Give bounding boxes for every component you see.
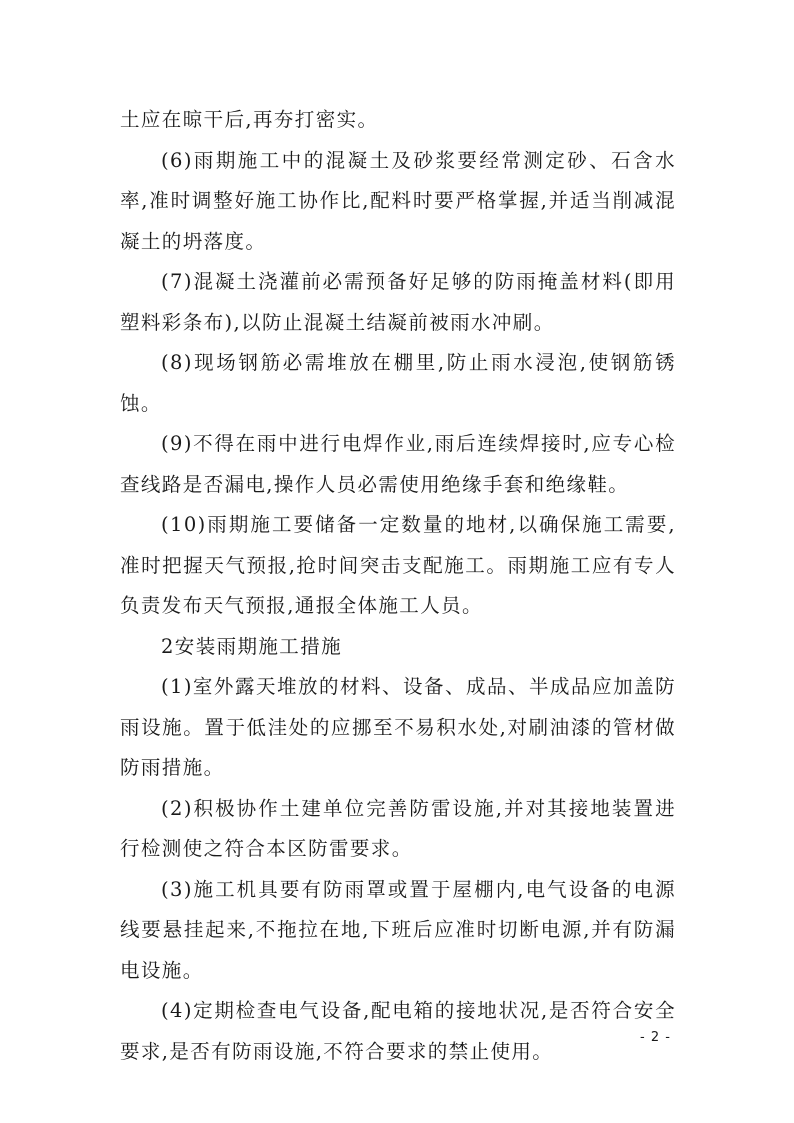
paragraph-item-9: (9)不得在雨中进行电焊作业,雨后连续焊接时,应专心检查线路是否漏电,操作人员必需使用绝缘手套和绝缘鞋。: [120, 432, 676, 496]
section-heading: 2安装雨期施工措施: [161, 634, 343, 658]
document-body: [120, 100, 676, 1072]
page-number: - 2 -: [640, 1030, 671, 1045]
paragraph-continuation: 土应在晾干后,再夯打密实。: [120, 108, 379, 131]
paragraph-item-7: (7)混凝土浇灌前必需预备好足够的防雨掩盖材料(即用塑料彩条布),以防止混凝土结凝前被雨水冲刷。: [120, 270, 676, 334]
paragraph-install-3: (3)施工机具要有防雨罩或置于屋棚内,电气设备的电源线要悬挂起来,不拖拉在地,下班后应准时切断电源,并有防漏电设施。: [120, 877, 676, 982]
paragraph-install-1: (1)室外露天堆放的材料、设备、成品、半成品应加盖防雨设施。置于低洼处的应挪至不易积水处,对刷油漆的管材做防雨措施。: [120, 675, 676, 779]
paragraph-install-4: (4)定期检查电气设备,配电箱的接地状况,是否符合安全要求,是否有防雨设施,不符合要求的禁止使用。: [120, 999, 676, 1063]
paragraph-install-2: (2)积极协作土建单位完善防雷设施,并对其接地装置进行检测使之符合本区防雷要求。: [120, 796, 676, 860]
paragraph-item-10: (10)雨期施工要储备一定数量的地材,以确保施工需要,准时把握天气预报,抢时间突击支配施工。雨期施工应有专人负责发布天气预报,通报全体施工人员。: [120, 513, 676, 617]
paragraph-item-6: (6)雨期施工中的混凝土及砂浆要经常测定砂、石含水率,准时调整好施工协作比,配料时要严格掌握,并适当削减混凝土的坍落度。: [120, 148, 676, 253]
paragraph-item-8: (8)现场钢筋必需堆放在棚里,防止雨水浸泡,使钢筋锈蚀。: [120, 351, 676, 415]
